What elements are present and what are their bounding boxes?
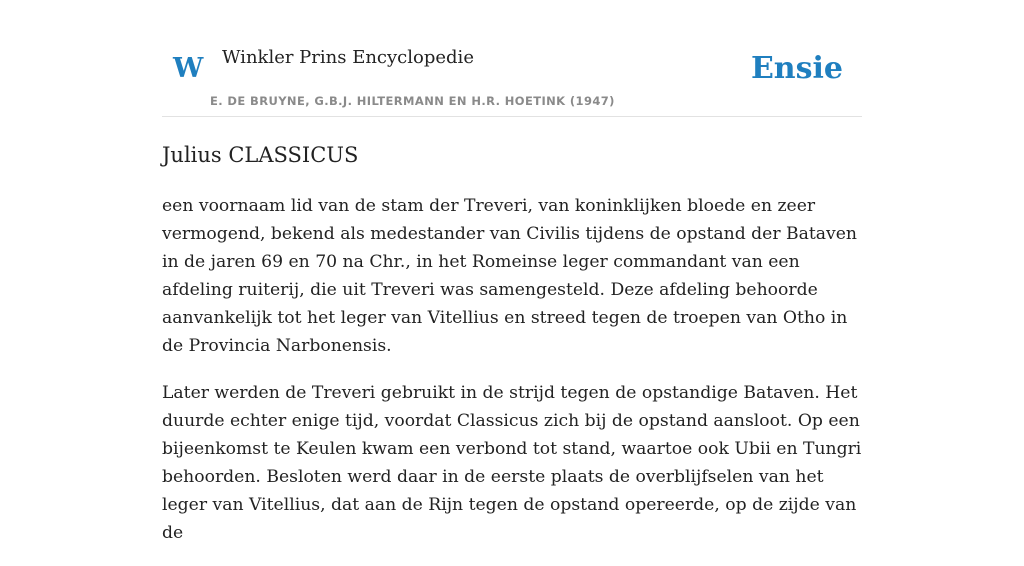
article-title: Julius CLASSICUS bbox=[162, 143, 359, 167]
site-header bbox=[162, 0, 862, 117]
publication-authors: E. DE BRUYNE, G.B.J. HILTERMANN EN H.R. HOETINK (1947) bbox=[210, 94, 615, 108]
article-paragraph: een voornaam lid van de stam der Treveri, van koninklijken bloede en zeer vermogend, bekend als medestander van Civilis tijdens de opstand der Bataven in de jaren 69 en 70 na Chr., in het Romeinse leger commandant van een afdeling ruiterij, die uit Treveri was samengesteld. Deze afdeling behoorde aanvankelijk tot het leger van Vitellius en streed tegen de troepen van Otho in de Provincia Narbonensis. bbox=[162, 196, 857, 356]
article-paragraph: Later werden de Treveri gebruikt in de strijd tegen de opstandige Bataven. Het duurde echter enige tijd, voordat Classicus zich bij de opstand aansloot. Op een bijeenkomst te Keulen kwam een verbond tot stand, waartoe ook Ubii en Tungri behoorden. Besloten werd daar in de eerste plaats de overblijfselen van het leger van Vitellius, dat aan de Rijn tegen de opstand opereerde, op de zijde van de bbox=[162, 383, 862, 543]
ensie-brand-link[interactable]: Ensie bbox=[750, 51, 843, 86]
publication-title[interactable]: Winkler Prins Encyclopedie bbox=[222, 47, 474, 68]
article-body bbox=[162, 192, 862, 566]
publication-logo-icon[interactable]: W bbox=[173, 53, 204, 84]
